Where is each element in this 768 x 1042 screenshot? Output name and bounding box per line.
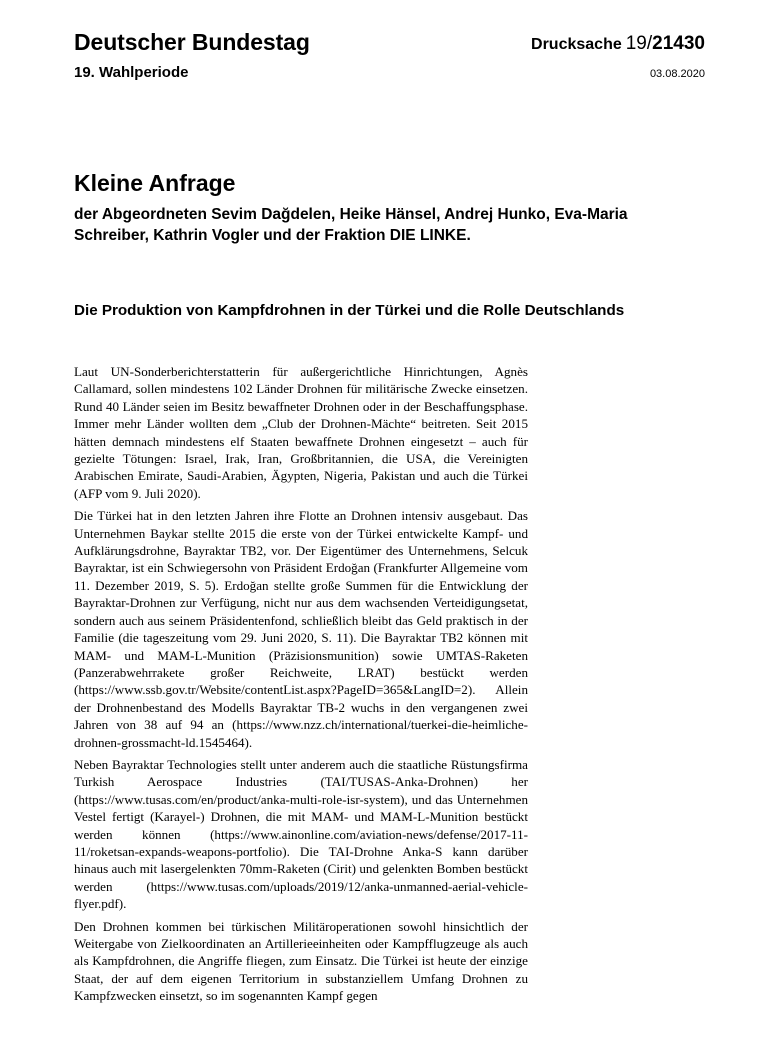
paragraph-4: Den Drohnen kommen bei türkischen Militäroperationen sowohl hinsichtlich der Weitergabe von Zielkoordinaten an Artillerieeinheiten oder Kampfflugzeuge als auch als Kampfdrohnen, die Angriffe fliegen, zum Einsatz. Die Türkei ist heute der einzige Staat, der auf dem eigenen Territorium in substanziellem Umfang Drohnen zu Kampfzwecken einsetzt, so im sogenannten Kampf gegen (74, 918, 528, 1004)
paragraph-2: Die Türkei hat in den letzten Jahren ihre Flotte an Drohnen intensiv ausgebaut. Das Unternehmen Baykar stellte 2015 die erste von der Türkei entwickelte Kampf- und Aufklärungsdrohne, Bayraktar TB2, vor. Der Eigentümer des Unternehmens, Selcuk Bayraktar, ist ein Schwiegersohn von Präsident Erdoğan (Frankfurter Allgemeine vom 11. Dezember 2019, S. 5). Erdoğan stellte große Summen für die Entwicklung der Bayraktar-Drohnen zur Verfügung, nicht nur aus dem wachsenden Verteidigungsetat, sondern auch aus seinem Präsidentenfond, schließlich bleibt das Geld praktisch in der Familie (die tageszeitung vom 29. Juni 2020, S. 11). Die Bayraktar TB2 können mit MAM- und MAM-L-Munition (Präzisionsmunition) sowie UMTAS-Raketen (Panzerabwehrrakete großer Reichweite, LRAT) bestückt werden (https://www.ssb.gov.tr/Website/contentList.aspx?PageID=365&LangID=2). Allein der Drohnenbestand des Modells Bayraktar TB-2 wuchs in den vergangenen zwei Jahren von 38 auf 94 an (https://www.nzz.ch/international/tuerkei-die-heimliche-drohnen-grossmacht-ld.1545464). (74, 508, 528, 750)
legislative-period: 19. Wahlperiode (74, 64, 189, 81)
paragraph-3: Neben Bayraktar Technologies stellt unter anderem auch die staatliche Rüstungsfirma Turkish Aerospace Industries (TAI/TUSAS-Anka-Drohnen) her (https://www.tusas.com/en/product/anka-multi-role-isr-system), und das Unternehmen Vestel fertigt (Karayel-) Drohnen, die mit MAM- und MAM-L-Munition bestückt werden können (https://www.ainonline.com/aviation-news/defense/2017-11-11/roketsan-expands-weapons-portfolio). Die TAI-Drohne Anka-S kann darüber hinaus auch mit lasergelenkten 70mm-Raketen (Cirit) und gelenkten Bomben bestückt werden (https://www.tusas.com/uploads/2019/12/anka-unmanned-aerial-vehicle-flyer.pdf). (74, 756, 528, 912)
document-number (531, 33, 705, 55)
document-id: 21430 (652, 33, 705, 54)
document-prefix: 19/ (625, 33, 653, 54)
authors: der Abgeordneten Sevim Dağdelen, Heike Hänsel, Andrej Hunko, Eva-Maria Schreiber, Kathrin Vogler und der Fraktion DIE LINKE. (74, 206, 628, 244)
document-label: Drucksache (531, 36, 622, 53)
document-type: Kleine Anfrage (74, 170, 236, 196)
body-text (74, 363, 528, 1010)
subject-title: Die Produktion von Kampfdrohnen in der Türkei und die Rolle Deutschlands (74, 302, 625, 319)
paragraph-1: Laut UN-Sonderberichterstatterin für außergerichtliche Hinrichtungen, Agnès Callamard, sollen mindestens 102 Länder Drohnen für militärische Zwecke einsetzen. Rund 40 Länder seien im Besitz bewaffneter Drohnen oder in der Beschaffungsphase. Immer mehr Länder wollten dem „Club der Drohnen-Mächte“ beitreten. Seit 2015 hätten demnach mindestens elf Staaten bewaffnete Drohnen eingesetzt – auch für gezielte Tötungen: Israel, Irak, Iran, Großbritannien, die USA, die Vereinigten Arabischen Emirate, Saudi-Arabien, Ägypten, Nigeria, Pakistan und auch die Türkei (AFP vom 9. Juli 2020). (74, 364, 528, 501)
institution-name: Deutscher Bundestag (74, 29, 310, 55)
document-date: 03.08.2020 (649, 68, 705, 80)
